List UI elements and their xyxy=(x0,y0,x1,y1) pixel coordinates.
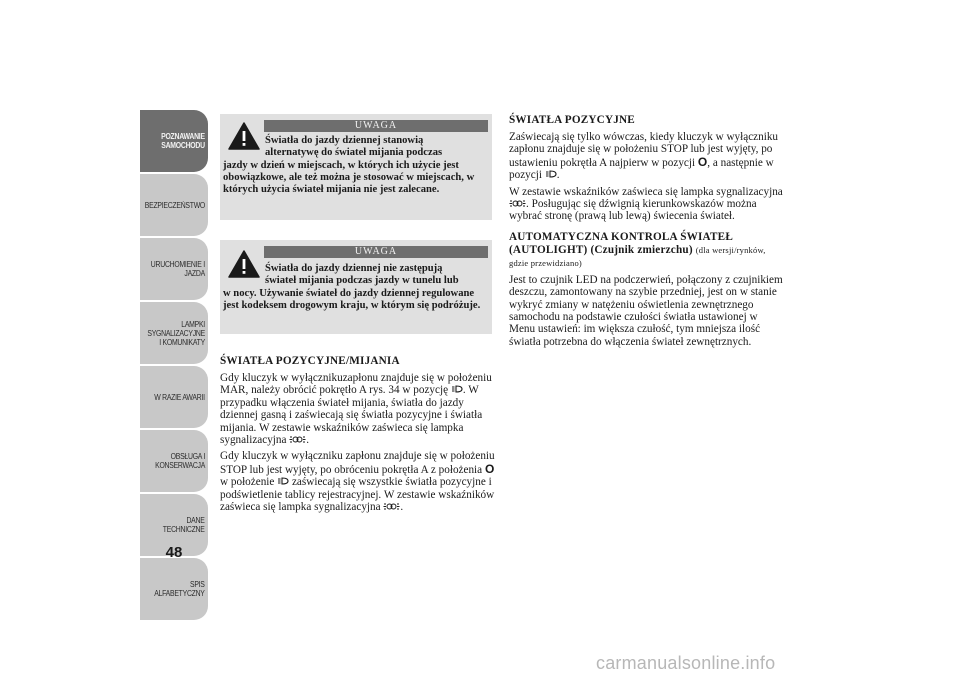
text: Zaświecają się tylko wówczas, kiedy kluczyk w wyłączniku zapłonu znajduje się w położeniu STOP lub jest wyjęty, po ustawieniu pokrętła A najpierw w pozycji xyxy=(509,131,779,169)
warning-text xyxy=(223,263,488,312)
off-position-symbol: O xyxy=(484,461,495,476)
tab-poznawanie-samochodu[interactable] xyxy=(140,110,208,172)
right-column xyxy=(509,114,784,352)
warning-rest: w nocy. Używanie świateł do jazdy dziennej regulowane jest kodeksem drogowym kraju, w którym się podróżuje. xyxy=(223,287,481,311)
position-light-icon xyxy=(277,476,289,486)
paragraph: Jest to czujnik LED na podczerwień, połączony z czujnikiem deszczu, zamontowany na szybie przedniej, jest on w stanie wykryć zmiany w natężeniu oświetlenia zewnętrznego samochodu na podstawie czułości światła ustawionej w Menu ustawień: im większa czułość, tym mniejsza ilość światła potrzebna do włączenia świateł zewnętrznych. xyxy=(509,273,783,348)
tab-label: SPIS ALFABETYCZNY xyxy=(154,580,205,598)
warning-line-1: Światła do jazdy dziennej stanowią xyxy=(265,135,424,146)
warning-box-1 xyxy=(220,114,492,220)
tab-obsluga-konserwacja[interactable] xyxy=(140,430,208,492)
section-heading: ŚWIATŁA POZYCYJNE xyxy=(509,114,635,126)
position-lamp-icon xyxy=(289,435,306,444)
text: . xyxy=(400,501,404,514)
text: , a następnie w pozycji xyxy=(509,156,774,182)
paragraph xyxy=(220,450,495,513)
warning-box-2 xyxy=(220,240,492,334)
warning-line-2: świateł mijania podczas jazdy w tunelu lub xyxy=(265,275,459,287)
heading-note: (dla wersji/rynków, gdzie przewidziano) xyxy=(509,244,766,268)
text: W zestawie wskaźników zaświeca się lampka sygnalizacyjna xyxy=(509,185,783,198)
text: . W przypadku włączenia świateł mijania, światła do jazdy dziennej gasną i zaświecają się światła pozycyjne i światła mijania. W zestawie wskaźników zaświeca się lampka sygnalizacyjna xyxy=(220,384,483,447)
off-position-symbol: O xyxy=(697,154,708,169)
watermark: carmanualsonline.info xyxy=(596,653,776,673)
section-heading xyxy=(509,231,784,270)
paragraph xyxy=(220,372,495,446)
tab-label: URUCHOMIENIE I JAZDA xyxy=(150,260,205,278)
tab-label: BEZPIECZEŃSTWO xyxy=(144,200,205,210)
tab-w-razie-awarii[interactable] xyxy=(140,366,208,428)
tab-label: OBSŁUGA I KONSERWACJA xyxy=(155,452,205,470)
warning-line-2: alternatywę do świateł mijania podczas xyxy=(265,147,443,159)
position-lamp-icon xyxy=(383,502,400,511)
left-column xyxy=(220,355,495,517)
paragraph xyxy=(509,131,784,182)
tab-uruchomienie-jazda[interactable] xyxy=(140,238,208,300)
tab-label: DANE TECHNICZNE xyxy=(163,516,205,534)
tab-spis-alfabetyczny[interactable] xyxy=(140,558,208,620)
warning-title: UWAGA xyxy=(264,246,488,258)
section-heading: ŚWIATŁA POZYCYJNE/MIJANIA xyxy=(220,355,400,367)
text: . xyxy=(556,169,560,182)
text: Gdy kluczyk w wyłącznikuzapłonu znajduje się w położeniu MAR, należy obrócić pokrętło A rys. 34 w pozycję xyxy=(220,372,492,397)
page-number: 48 xyxy=(165,544,183,561)
tab-label: W RAZIE AWARII xyxy=(154,392,205,402)
tab-bezpieczenstwo[interactable] xyxy=(140,174,208,236)
tab-label: POZNAWANIE SAMOCHODU xyxy=(161,132,205,150)
text: . Posługując się dźwignią kierunkowskazów można wybrać stronę (prawą lub lewą) świecenia świateł. xyxy=(509,198,757,223)
position-lamp-icon xyxy=(509,199,526,208)
text: Gdy kluczyk w wyłączniku zapłonu znajduje się w położeniu STOP lub jest wyjęty, po obróceniu pokrętła A z położenia xyxy=(220,450,495,476)
text: w położenie xyxy=(220,476,275,489)
warning-rest: jazdy w dzień w miejscach, w których ich użycie jest obowiązkowe, ale też można je stosować w miejscach, w których użycia świateł mijania nie jest zalecane. xyxy=(223,159,475,196)
warning-title: UWAGA xyxy=(264,120,488,132)
text: . xyxy=(306,434,310,447)
heading-text: AUTOMATYCZNA KONTROLA ŚWIATEŁ (AUTOLIGHT) (Czujnik zmierzchu) xyxy=(509,230,733,256)
text: zaświecają się wszystkie światła pozycyjne i podświetlenie tablicy rejestracyjnej. W zestawie wskaźników zaświeca się lampka sygnalizacyjna xyxy=(220,476,495,514)
tab-lampki-sygnalizacyjne[interactable] xyxy=(140,302,208,364)
paragraph xyxy=(509,186,784,223)
position-light-icon xyxy=(545,169,557,179)
tab-label: LAMPKI SYGNALIZACYJNE I KOMUNIKATY xyxy=(147,319,205,347)
warning-text xyxy=(223,135,488,196)
warning-line-1: Światła do jazdy dziennej nie zastępują xyxy=(265,263,443,274)
position-light-icon xyxy=(451,384,463,394)
